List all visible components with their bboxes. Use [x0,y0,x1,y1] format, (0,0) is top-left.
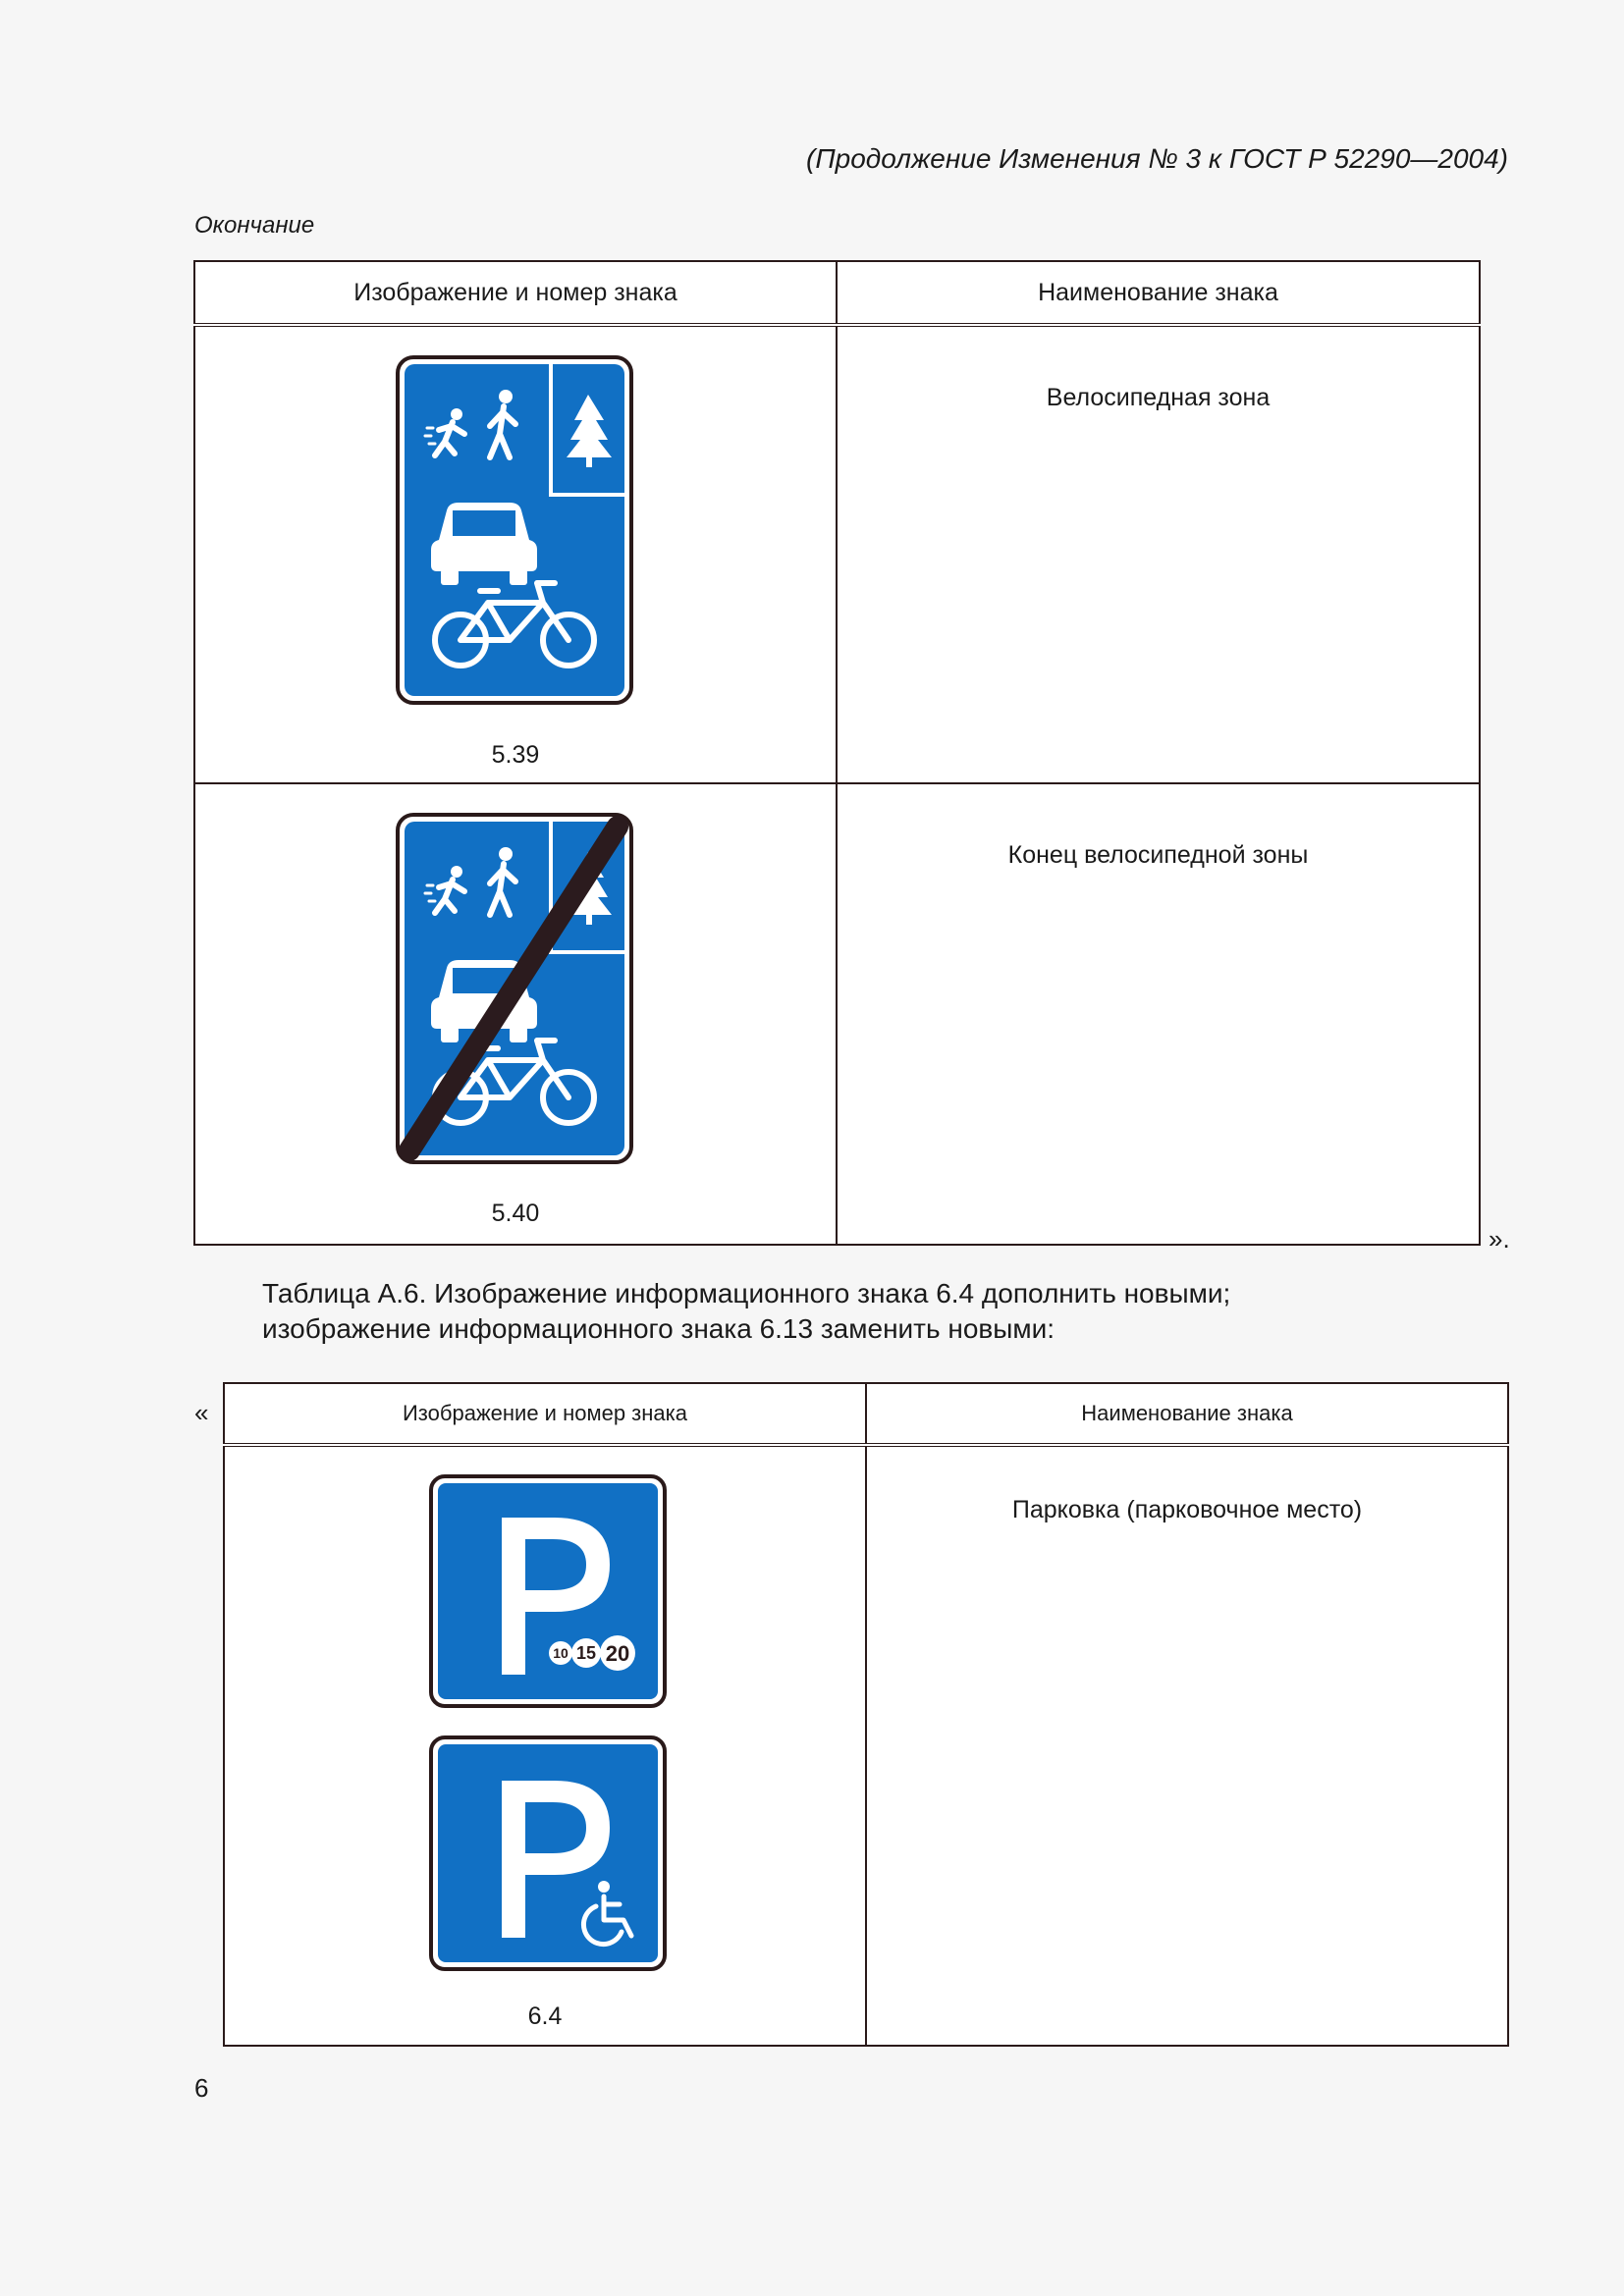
sign-name-cell [837,783,1480,1245]
header-sign-name: Наименование знака [866,1383,1508,1445]
page-number: 6 [194,2073,209,2103]
table-row [224,1445,1508,2046]
sign-image-cell [224,1445,866,2046]
sign-name-cell [837,325,1480,783]
sign-number: 5.40 [491,1200,540,1227]
table-row [194,783,1480,1245]
svg-text:10: 10 [553,1645,568,1661]
table-row [194,325,1480,783]
paragraph-line-1: Таблица А.6. Изображение информационного знака 6.4 дополнить новыми; [262,1278,1231,1308]
closing-quote-mark: ». [1489,1224,1510,1254]
sign-image-cell [194,783,837,1245]
table-header-row [224,1383,1508,1445]
header-image-number: Изображение и номер знака [224,1383,866,1445]
svg-text:20: 20 [605,1641,630,1666]
header-image-number: Изображение и номер знака [194,261,837,325]
sign-name: Парковка (парковочное место) [1011,1496,1363,1523]
sign-number: 6.4 [527,2002,563,2030]
table-header-row [194,261,1480,325]
parking-sign-disabled [429,1735,667,1971]
signs-table-1 [193,260,1481,1246]
vehicle-badge [571,1638,601,1668]
svg-text:15: 15 [575,1643,597,1663]
vehicle-badge [549,1641,572,1665]
paragraph-line-2: изображение информационного знака 6.13 заменить новыми: [262,1313,1056,1344]
sign-image-cell [194,325,837,783]
sign-number: 5.39 [491,741,540,769]
sign-name: Велосипедная зона [1046,384,1271,411]
parking-sign-badges [429,1474,667,1708]
sign-name: Конец велосипедной зоны [1007,841,1309,869]
bicycle-zone-sign [396,355,633,705]
document-reference: (Продолжение Изменения № 3 к ГОСТ Р 52290—2004) [806,143,1508,174]
header-sign-name: Наименование знака [837,261,1480,325]
opening-quote-mark: « [194,1398,209,1427]
bicycle-zone-end-sign [396,813,633,1164]
signs-table-2 [223,1382,1509,2047]
table-caption: Окончание [194,212,315,239]
vehicle-badge [600,1635,635,1671]
sign-name-cell [866,1445,1508,2046]
